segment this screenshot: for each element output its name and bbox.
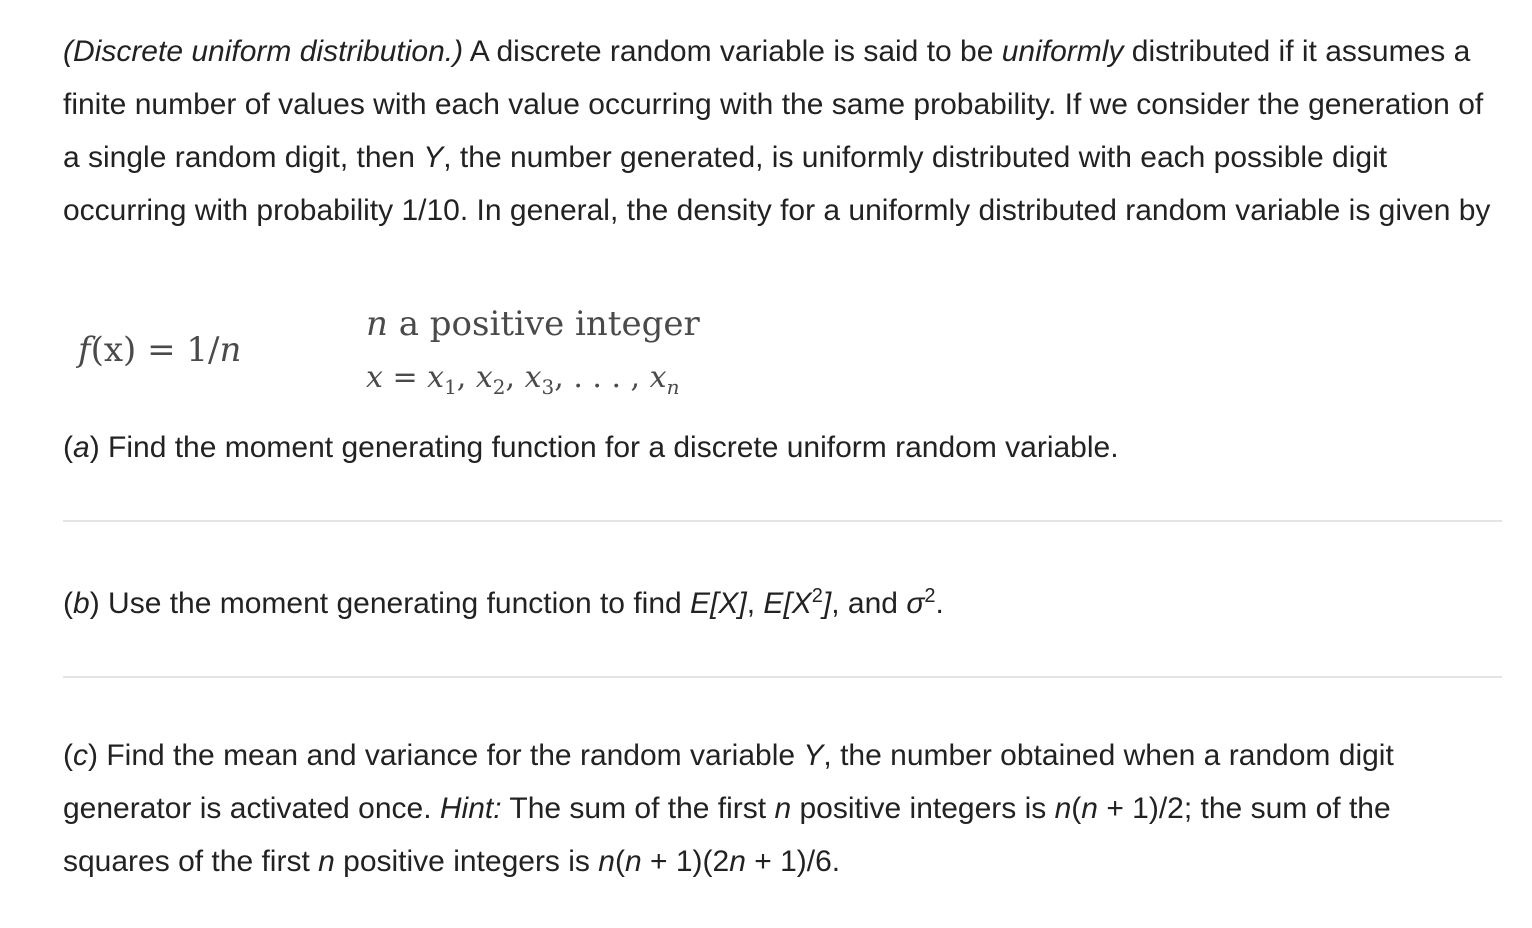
hint-label: Hint: [439,792,502,825]
formula-lhs: f(x) = 1/n [78,330,242,370]
formula-condition-x: $x = x_1$, $x_2$, $x_3$, . . . , $x_n$ [366,360,680,399]
part-a-text: Find the moment generating function for a discrete uniform random variable. [99,431,1119,464]
part-b-label: b [73,587,90,620]
intro-text-2: distributed if it assumes a finite number of values with each value occurring with the same probability. If we consider the generation of a single random digit, then [63,35,1484,174]
intro-lead-italic: (Discrete uniform distribution.) [63,35,464,68]
intro-Y: Y [423,141,444,174]
intro-text-1: A discrete random variable is said to be [463,35,1002,68]
part-c-label: c [73,739,88,772]
question-part-b: (b) Use the moment generating function to find E[X], $E[X^2]$, and $\sigma^2$. [63,585,944,620]
intro-uniformly: uniformly [1001,35,1124,68]
intro-text-3: , the number generated, is uniformly distributed with each possible digit occurring with probability 1/10. In general, the density for a uniformly distributed random variable is given by [63,141,1491,227]
intro-paragraph [63,25,1503,237]
density-formula [78,300,778,410]
divider-b-c [63,676,1502,678]
formula-condition-n: n a positive integer [366,304,700,344]
question-part-a: (a) Find the moment generating function for a discrete uniform random variable. [63,431,1119,464]
part-a-label: a [73,431,90,464]
divider-a-b [63,520,1502,522]
question-part-c: (c) Find the mean and variance for the random variable Y, the number obtained when a random digit generator is activated once. Hint: The sum of the first n positive integers is n(n + 1)/2; the sum of the squares of the first n positive integers is n(n + 1)(2n + 1)/6. [63,739,1394,878]
